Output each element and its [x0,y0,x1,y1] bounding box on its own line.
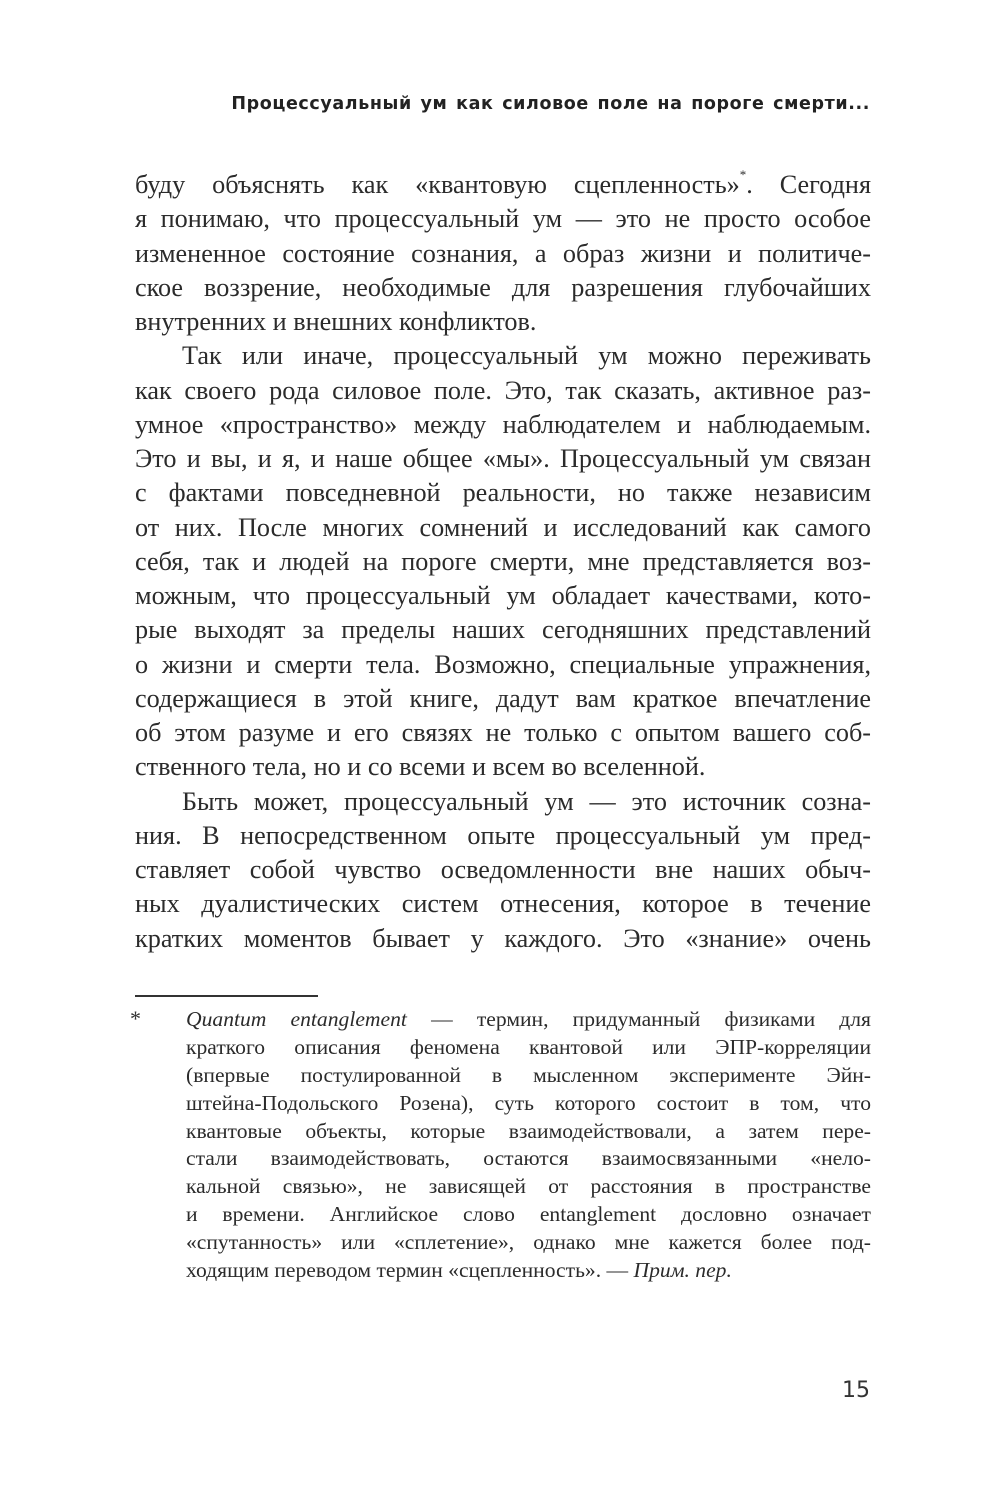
body-line: внутренних и внешних конфликтов. [135,307,537,336]
footnote-line: «спутанность» или «сплетение», однако мне кажется более под- [186,1230,871,1255]
body-line: ственного тела, но и со всеми и всем во вселенной. [135,752,706,782]
footnote-line: квантовые объекты, которые взаимодействовали, а затем пере- [186,1118,871,1143]
body-line: умное «пространство» между наблюдателем и наблюдаемым. [135,409,871,439]
footnote-line: штейна-Подольского Розена), суть которого состоит в том, что [186,1090,871,1115]
footnote-line: стали взаимодействовать, остаются взаимосвязанными «нело- [186,1146,871,1171]
body-line: ставляет собой чувство осведомленности вне наших обыч- [135,855,871,884]
body-line: ское воззрение, необходимые для разрешения глубочайших [135,272,871,302]
body-line: о жизни и смерти тела. Возможно, специальные упражнения, [135,649,871,679]
footnote-line: ходящим переводом термин «сцепленность». — Прим. пер. [186,1258,732,1283]
page-number: 15 [842,1378,870,1403]
footnote-term: Quantum entanglement [186,1007,407,1031]
body-line: я понимаю, что процессуальный ум — это не просто особое [135,204,871,234]
body-line: рые выходят за пределы наших сегодняшних представлений [135,615,871,645]
footnote-line: (впервые постулированной в мысленном эксперименте Эйн- [186,1062,871,1087]
body-line: от них. После многих сомнений и исследований как самого [135,512,871,542]
body-line: ния. В непосредственном опыте процессуальный ум пред- [135,820,871,850]
footnote [186,1006,871,1285]
body-line: Так или иначе, процессуальный ум можно переживать [182,341,871,371]
body-line: кратких моментов бывает у каждого. Это «знание» очень [135,923,871,953]
footnote-line: кальной связью», не зависящей от расстояния в пространстве [186,1174,871,1199]
body-line: Это и вы, и я, и наше общее «мы». Процессуальный ум связан [135,444,871,473]
running-head: Процессуальный ум как силовое поле на пороге смерти... [231,94,870,114]
footnote-reference: * [739,167,747,182]
body-line: с фактами повседневной реальности, но также независим [135,478,871,508]
body-line: Быть может, процессуальный ум — это источник созна- [182,786,871,816]
body-line: как своего рода силовое поле. Это, так сказать, активное раз- [135,375,871,405]
footnote-marker: * [130,1006,141,1031]
footnote-divider [135,995,318,997]
footnote-line: и времени. Английское слово entanglement дословно означает [186,1202,871,1227]
body-line: можным, что процессуальный ум обладает качествами, кото- [135,581,871,610]
body-line: себя, так и людей на пороге смерти, мне представляется воз- [135,546,871,576]
body-line: ных дуалистических систем отнесения, которое в течение [135,889,871,919]
body-line: измененное состояние сознания, а образ жизни и политиче- [135,238,871,268]
footnote-line: краткого описания феномена квантовой или ЭПР-корреляции [186,1034,871,1059]
body-line: содержащиеся в этой книге, дадут вам краткое впечатление [135,683,871,713]
body-line: буду объяснять как «квантовую сцепленность»*. Сегодня [135,167,871,199]
footnote-line: Quantum entanglement — термин, придуманный физиками для [186,1007,871,1031]
body-line: об этом разуме и его связях не только с опытом вашего соб- [135,718,871,747]
translator-note: Прим. пер. [633,1258,732,1283]
body-text [135,168,871,956]
